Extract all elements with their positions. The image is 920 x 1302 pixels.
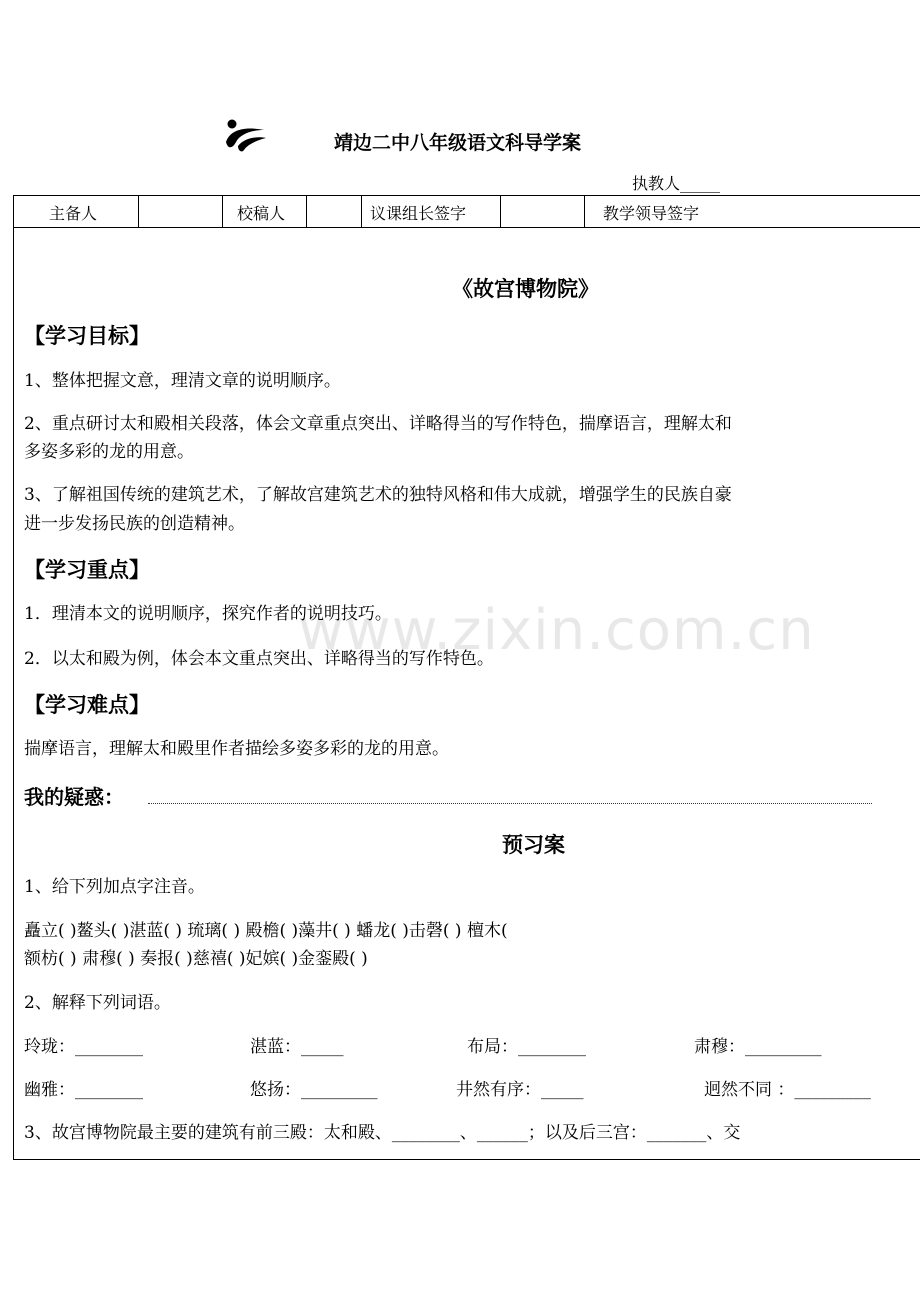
cell-divider — [138, 195, 139, 227]
school-logo — [222, 118, 270, 154]
word-item: 井然有序：_____ — [456, 1080, 584, 1100]
key-point-item: 1．理清本文的说明顺序，探究作者的说明技巧。 — [24, 604, 392, 624]
goal-item: 多姿多彩的龙的用意。 — [24, 442, 194, 462]
cell-divider — [361, 195, 362, 227]
cell-divider — [222, 195, 223, 227]
teaching-leader-signature-label: 教学领导签字 — [603, 204, 700, 223]
goals-heading: 【学习目标】 — [24, 323, 150, 348]
goal-item: 进一步发扬民族的创造精神。 — [24, 514, 245, 534]
word-item: 迥然不同 ：_________ — [704, 1080, 871, 1100]
watermark: www.zixin.com.cn — [298, 598, 815, 663]
cell-divider — [500, 195, 501, 227]
preview-title: 预习案 — [502, 832, 565, 857]
word-item: 肃穆：_________ — [694, 1037, 822, 1057]
word-item: 幽雅：________ — [24, 1080, 143, 1100]
goal-item: 1、整体把握文意，理清文章的说明顺序。 — [24, 371, 341, 391]
question-1: 1、给下列加点字注音。 — [24, 877, 205, 897]
document-title: 靖边二中八年级语文科导学案 — [334, 132, 582, 154]
goal-item: 3、了解祖国传统的建筑艺术，了解故宫建筑艺术的独特风格和伟大成就，增强学生的民族自豪 — [24, 485, 732, 505]
cell-divider — [584, 195, 585, 227]
cell-divider — [306, 195, 307, 227]
pinyin-line: 矗立( )鳌头( )湛蓝( ) 琉璃( ) 殿檐( )藻井( ) 蟠龙( )击磬( ) 檀木( — [24, 921, 508, 941]
lesson-title: 《故宫博物院》 — [452, 276, 599, 301]
word-item: 悠扬：_________ — [250, 1080, 378, 1100]
question-2: 2、解释下列词语。 — [24, 993, 171, 1013]
word-item: 玲珑：________ — [24, 1037, 143, 1057]
teacher-label: 执教人_____ — [632, 174, 721, 193]
doubt-label: 我的疑惑： — [24, 785, 124, 809]
word-item: 布局：________ — [467, 1037, 586, 1057]
group-leader-signature-label: 议课组长签字 — [370, 204, 467, 223]
key-point-item: 2．以太和殿为例，体会本文重点突出、详略得当的写作特色。 — [24, 649, 494, 669]
proofreader-label: 校稿人 — [237, 204, 286, 223]
question-3: 3、故宫博物院最主要的建筑有前三殿：太和殿、________、______；以及后三宫：_______、交 — [24, 1123, 741, 1143]
header-row-divider — [13, 227, 920, 228]
difficulty-text: 揣摩语言，理解太和殿里作者描绘多姿多彩的龙的用意。 — [24, 739, 449, 759]
preparer-label: 主备人 — [49, 204, 98, 223]
word-item: 湛蓝：_____ — [250, 1037, 344, 1057]
goal-item: 2、重点研讨太和殿相关段落，体会文章重点突出、详略得当的写作特色，揣摩语言，理解太和 — [24, 414, 732, 434]
doubt-answer-line[interactable] — [148, 803, 872, 804]
difficulties-heading: 【学习难点】 — [24, 692, 150, 717]
key-points-heading: 【学习重点】 — [24, 557, 150, 582]
pinyin-line: 额枋( ) 肃穆( ) 奏报( )慈禧( )妃嫔( )金銮殿( ) — [24, 949, 368, 969]
